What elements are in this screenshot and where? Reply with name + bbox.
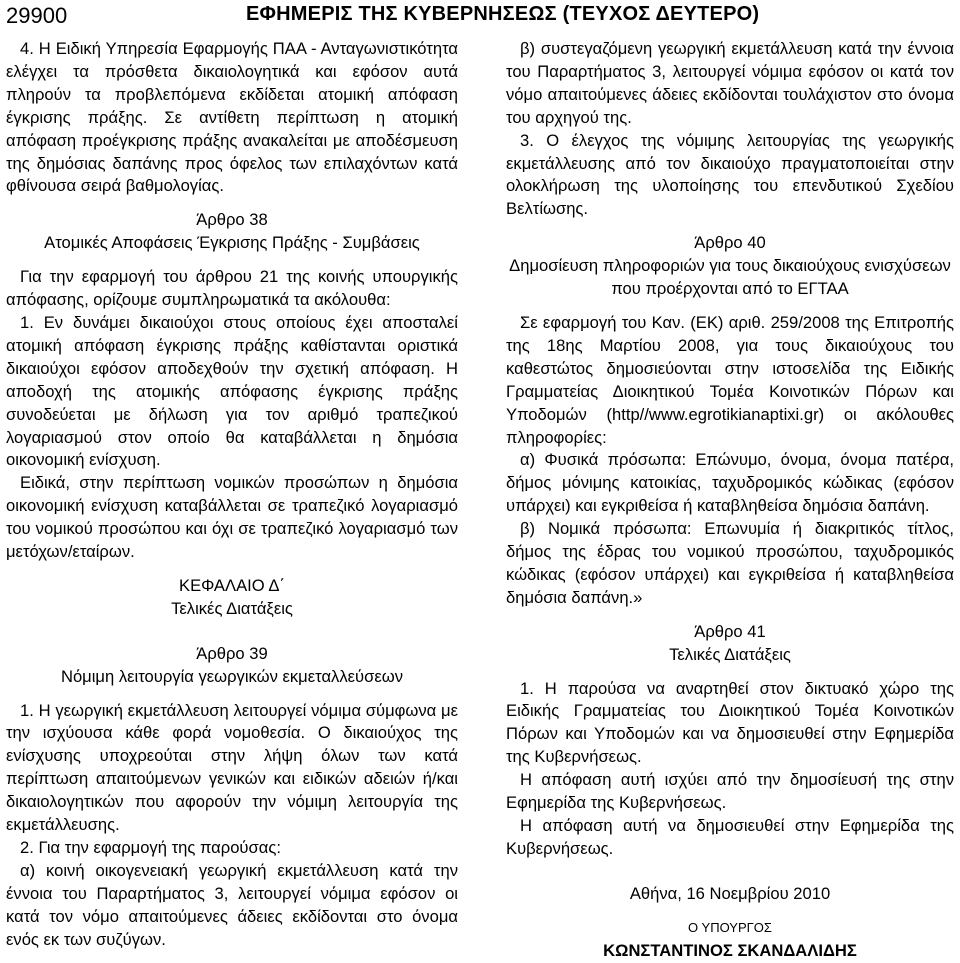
article-41-subtitle: Τελικές Διατάξεις	[669, 644, 791, 664]
article-39-title: Άρθρο 39	[196, 643, 268, 663]
page-header	[6, 0, 954, 32]
chapter-title: Τελικές Διατάξεις	[171, 598, 293, 618]
paragraph: 1. Εν δυνάμει δικαιούχοι στους οποίους έχει αποσταλεί ατομική απόφαση έγκρισης πράξης καθίστανται οριστικά δικαιούχοι εφόσον αποδεχθούν την σχετική απόφαση. Η αποδοχή της ατομικής απόφασης έγκρισης πράξης συνοδεύεται με δήλωση για τον αριθμό τραπεζικού λογαριασμού στον οποίο θα καταβάλλεται η δημόσια οικονομική ενίσχυση.	[6, 312, 458, 470]
page-number: 29900	[6, 3, 68, 28]
paragraph: Η απόφαση αυτή να δημοσιευθεί στην Εφημερίδα της Κυβερνήσεως.	[506, 816, 954, 858]
left-column	[6, 38, 458, 952]
minister-label: Ο ΥΠΟΥΡΓΟΣ	[688, 919, 772, 935]
paragraph: 3. Ο έλεγχος της νόμιμης λειτουργίας της γεωργικής εκμετάλλευσης από τον δικαιούχο πραγματοποιείται στην ολοκλήρωση της υλοποίησης του επενδυτικού Σχεδίου Βελτίωσης.	[506, 130, 954, 219]
article-40-subtitle: Δημοσίευση πληροφοριών για τους δικαιούχους ενισχύσεων που προέρχονται από το ΕΓΤΑΑ	[509, 256, 951, 299]
paragraph: Η απόφαση αυτή ισχύει από την δημοσίευσή της στην Εφημερίδα της Κυβερνήσεως.	[506, 770, 954, 813]
paragraph: Για την εφαρμογή του άρθρου 21 της κοινής υπουργικής απόφασης, ορίζουμε συμπληρωματικά τα ακόλουθα:	[6, 267, 458, 310]
article-38-title: Άρθρο 38	[196, 210, 268, 230]
paragraph: β) Νομικά πρόσωπα: Επωνυμία ή διακριτικός τίτλος, δήμος της έδρας του νομικού προσώπου, ταχυδρομικός κώδικας (εφόσον υπάρχει) και εγκριθείσα ή καταβληθείσα δημόσια δαπάνη.»	[506, 519, 954, 607]
article-40-title: Άρθρο 40	[694, 233, 766, 253]
minister-name: ΚΩΝΣΤΑΝΤΙΝΟΣ ΣΚΑΝΔΑΛΙΔΗΣ	[603, 940, 857, 960]
article-41-title: Άρθρο 41	[694, 621, 766, 641]
paragraph: 4. Η Ειδική Υπηρεσία Εφαρμογής ΠΑΑ - Ανταγωνιστικότητα ελέγχει τα πρόσθετα δικαιολογητικά και εφόσον αυτά πληρούν τα προβλεπόμενα εκδίδεται ατομική απόφαση έγκρισης πράξης. Σε αντίθετη περίπτωση η ατομική απόφαση προέγκρισης πράξης ανακαλείται με αποδέσμευση της δημόσιας δαπάνης προς όφελος των επιλαχόντων κατά φθίνουσα σειρά βαθμολογίας.	[6, 39, 458, 196]
signing-date: Αθήνα, 16 Νοεμβρίου 2010	[629, 883, 831, 903]
paragraph: Σε εφαρμογή του Καν. (ΕΚ) αριθ. 259/2008 της Επιτροπής της 18ης Μαρτίου 2008, για τους δικαιούχους του καθεστώτος δημοσιεύονται στην ιστοσελίδα της Ειδικής Γραμματείας Διοικητικού Τομέα Κοινοτικών Πόρων και Υποδομών (http//www.egrotikianaptixi.gr) οι ακόλουθες πληροφορίες:	[506, 312, 954, 447]
paragraph: Ειδικά, στην περίπτωση νομικών προσώπων η δημόσια οικονομική ενίσχυση καταβάλλεται σε τραπεζικό λογαριασμό του νομικού προσώπου και όχι σε τραπεζικό λογαριασμό των μετόχων/εταίρων.	[6, 473, 458, 562]
right-column	[506, 38, 954, 963]
paragraph: 1. Η παρούσα να αναρτηθεί στον δικτυακό χώρο της Ειδικής Γραμματείας του Διοικητικού Τομέα Κοινοτικών Πόρων και Υποδομών και να δημοσιευθεί στην Εφημερίδα της Κυβερνήσεως.	[506, 678, 954, 767]
paragraph: α) κοινή οικογενειακή γεωργική εκμετάλλευση κατά την έννοια του Παραρτήματος 3, λειτουργεί νόμιμα εφόσον οι κατά τον νόμο απαιτούμενες άδειες εκδίδονται στο όνομα ενός εκ των συζύγων.	[6, 860, 458, 949]
paragraph: α) Φυσικά πρόσωπα: Επώνυμο, όνομα, όνομα πατέρα, δήμος μόνιμης κατοικίας, ταχυδρομικός κώδικας (εφόσον υπάρχει) και εγκριθείσα ή καταβληθείσα δημόσια δαπάνη.	[506, 450, 954, 516]
gazette-title: ΕΦΗΜΕΡΙΣ ΤΗΣ ΚΥΒΕΡΝΗΣΕΩΣ (ΤΕΥΧΟΣ ΔΕΥΤΕΡΟ)	[246, 3, 760, 25]
chapter-heading: ΚΕΦΑΛΑΙΟ Δ΄	[179, 575, 285, 595]
article-39-subtitle: Νόμιμη λειτουργία γεωργικών εκμεταλλεύσεων	[60, 666, 404, 686]
article-38-subtitle: Ατομικές Αποφάσεις Έγκρισης Πράξης - Συμβάσεις	[44, 233, 420, 253]
paragraph: 1. Η γεωργική εκμετάλλευση λειτουργεί νόμιμα σύμφωνα με την ισχύουσα κάθε φορά νομοθεσία. Ο δικαιούχος της ενίσχυσης υποχρεούται στην λήψη όλων των κατά περίπτωση απαιτούμενων γενικών και ειδικών αδειών ή/και δικαιολογητικών που αφορούν την νόμιμη λειτουργία της εκμετάλλευσης.	[6, 700, 458, 835]
paragraph: β) συστεγαζόμενη γεωργική εκμετάλλευση κατά την έννοια του Παραρτήματος 3, λειτουργεί νόμιμα εφόσον οι κατά τον νόμο απαιτούμενες άδειες εκδίδονται τουλάχιστον στο όνομα του αρχηγού της.	[506, 39, 954, 127]
paragraph: 2. Για την εφαρμογή της παρούσας:	[20, 838, 281, 857]
